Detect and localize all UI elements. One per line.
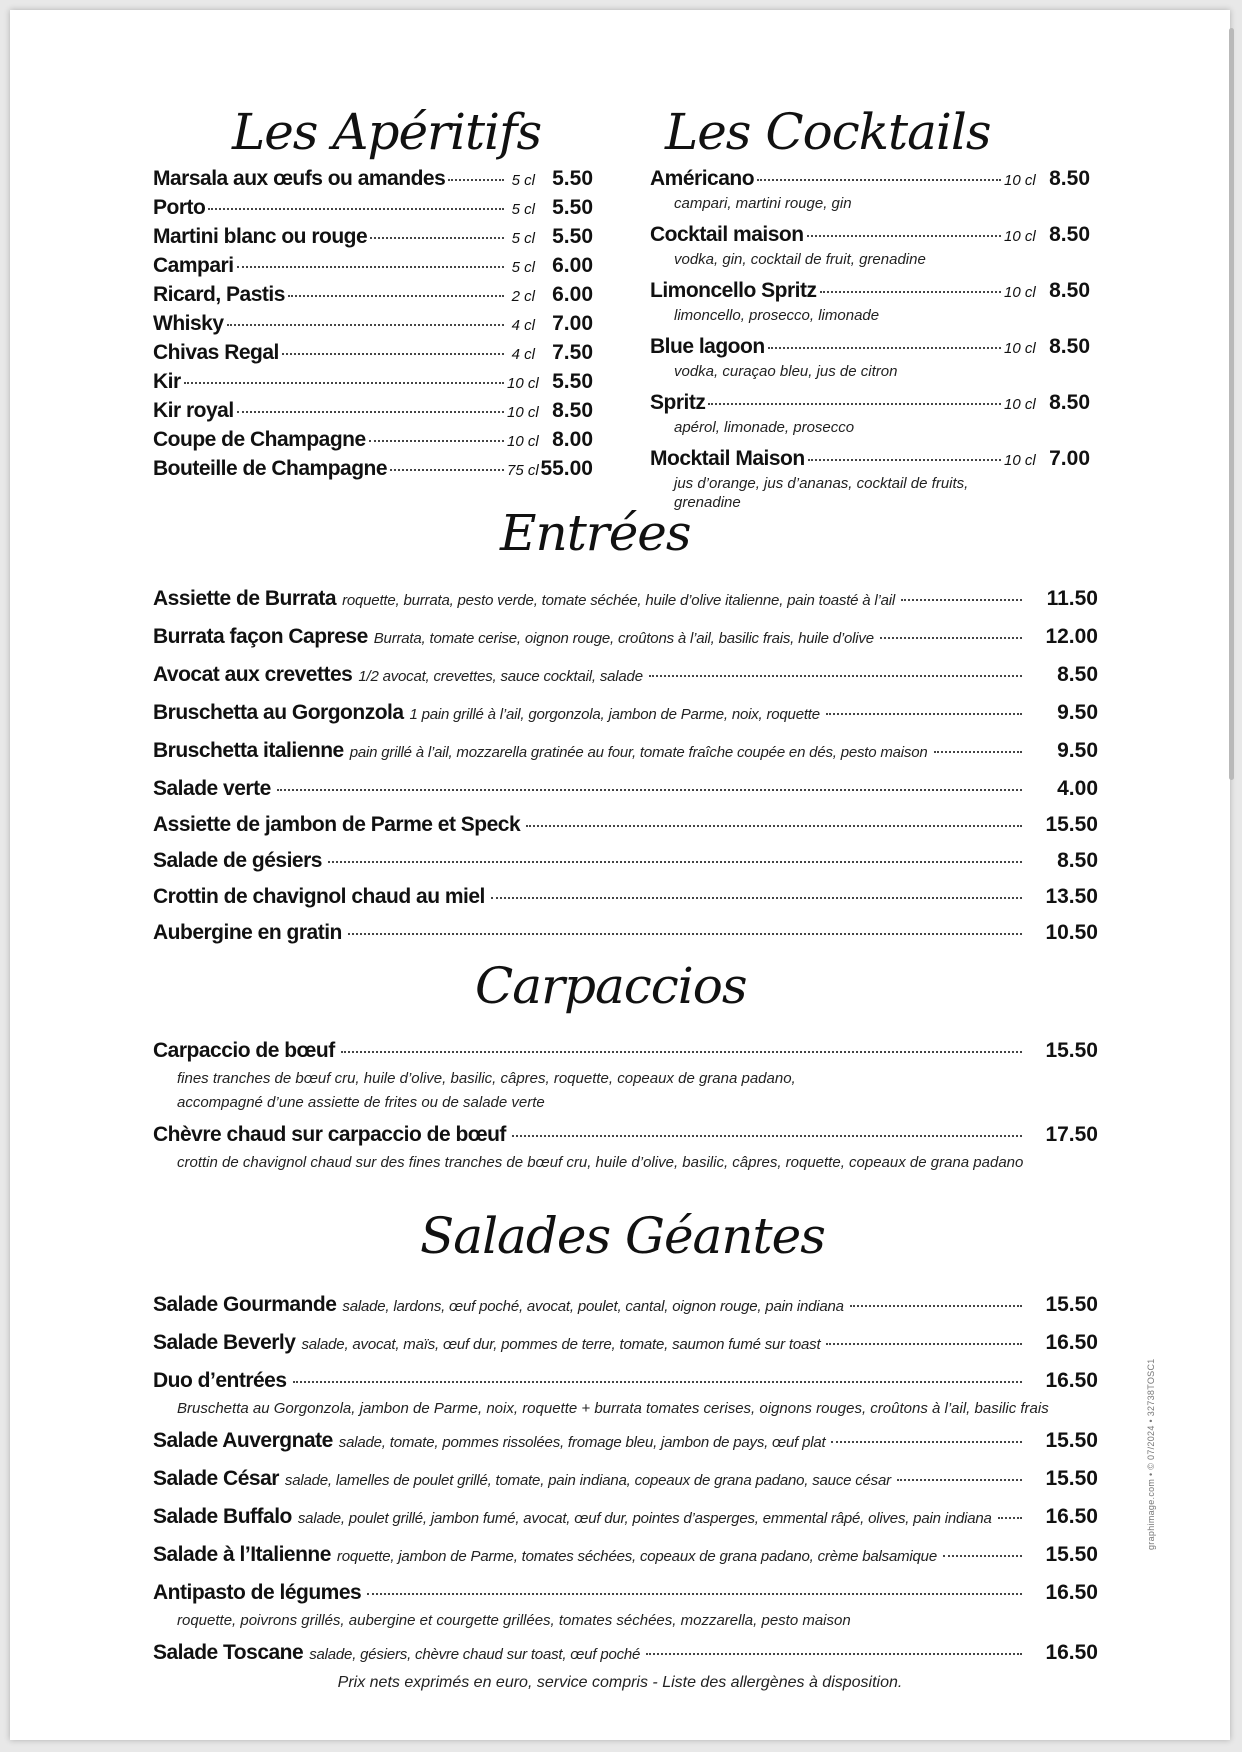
dot-leader	[328, 861, 1022, 863]
item-volume: 10 cl	[507, 404, 539, 421]
item-volume: 2 cl	[511, 288, 535, 305]
item-price: 5.50	[552, 370, 593, 393]
dot-leader	[880, 637, 1022, 639]
item-name: Salade Toscane	[153, 1641, 304, 1664]
item-detail-line: fines tranches de bœuf cru, huile d’olive, basilic, câpres, roquette, copeaux de grana padano,	[177, 1070, 796, 1087]
entrees-list	[153, 581, 1098, 951]
dot-leader	[901, 599, 1022, 601]
dot-leader	[341, 1051, 1022, 1053]
menu-item-row	[650, 445, 1090, 474]
item-description: pain grillé à l’ail, mozzarella gratinée au four, tomate fraîche coupée en dés, pesto maison	[349, 744, 928, 761]
item-name: Salade Buffalo	[153, 1505, 292, 1528]
item-detail-line: roquette, poivrons grillés, aubergine et courgette grillées, tomates séchées, mozzarella, pesto maison	[177, 1612, 851, 1629]
item-name: Porto	[153, 196, 206, 219]
cocktail-item	[650, 221, 1090, 269]
item-price: 8.50	[1049, 335, 1090, 358]
item-name: Chèvre chaud sur carpaccio de bœuf	[153, 1123, 506, 1146]
item-name: Mocktail Maison	[650, 447, 805, 470]
item-description: salade, lardons, œuf poché, avocat, poulet, cantal, oignon rouge, pain indiana	[342, 1298, 844, 1315]
menu-item-row	[153, 657, 1098, 695]
item-price: 5.50	[552, 167, 593, 190]
dot-leader	[237, 411, 504, 413]
item-volume: 10 cl	[1004, 228, 1036, 245]
menu-item-row	[153, 807, 1098, 843]
dot-leader	[277, 789, 1022, 791]
cocktail-item	[650, 445, 1090, 512]
item-volume: 10 cl	[507, 433, 539, 450]
menu-item-row	[153, 733, 1098, 771]
dot-leader	[348, 933, 1022, 935]
item-name: Carpaccio de bœuf	[153, 1039, 335, 1062]
item-volume: 75 cl	[507, 462, 539, 479]
dot-leader	[293, 1381, 1022, 1383]
item-price: 8.50	[1057, 849, 1098, 872]
item-price: 4.00	[1057, 777, 1098, 800]
item-price: 5.50	[552, 225, 593, 248]
item-price: 6.00	[552, 254, 593, 277]
item-price: 8.50	[1049, 391, 1090, 414]
item-volume: 5 cl	[511, 259, 535, 276]
item-name: Bouteille de Champagne	[153, 457, 388, 480]
item-volume: 10 cl	[1004, 396, 1036, 413]
item-price: 15.50	[1045, 1543, 1098, 1566]
item-price: 16.50	[1045, 1331, 1098, 1354]
item-price: 8.50	[1049, 167, 1090, 190]
menu-item-row	[153, 1287, 1098, 1325]
menu-item-row	[153, 1033, 1098, 1069]
item-name: Campari	[153, 254, 234, 277]
item-name: Kir	[153, 370, 181, 393]
dot-leader	[282, 353, 504, 355]
item-description: 1/2 avocat, crevettes, sauce cocktail, salade	[358, 668, 643, 685]
item-price: 9.50	[1057, 739, 1098, 762]
item-name: Assiette de Burrata	[153, 587, 337, 610]
dot-leader	[768, 347, 1001, 349]
item-detail-line: accompagné d’une assiette de frites ou de salade verte	[177, 1094, 545, 1111]
item-description: jus d’orange, jus d’ananas, cocktail de fruits, grenadine	[674, 475, 969, 511]
item-price: 7.50	[552, 341, 593, 364]
menu-item-row	[153, 223, 593, 252]
menu-item-row	[153, 581, 1098, 619]
menu-item-row	[153, 1423, 1098, 1461]
item-price: 11.50	[1046, 587, 1098, 610]
item-description: campari, martini rouge, gin	[674, 195, 852, 212]
menu-item-row	[153, 1575, 1098, 1611]
menu-item-row	[153, 843, 1098, 879]
item-price: 15.50	[1045, 1293, 1098, 1316]
item-price: 15.50	[1045, 1467, 1098, 1490]
dot-leader	[367, 1593, 1022, 1595]
item-name: Whisky	[153, 312, 224, 335]
dot-leader	[369, 440, 504, 442]
menu-page	[10, 10, 1230, 1740]
menu-item-row	[153, 455, 593, 484]
item-name: Aubergine en gratin	[153, 921, 342, 944]
item-price: 16.50	[1045, 1369, 1098, 1392]
item-price: 13.50	[1045, 885, 1098, 908]
menu-item-row	[650, 277, 1090, 306]
item-name: Salade à l’Italienne	[153, 1543, 331, 1566]
item-name: Salade Gourmande	[153, 1293, 337, 1316]
dot-leader	[820, 291, 1001, 293]
menu-item-row	[153, 339, 593, 368]
menu-item-row	[153, 426, 593, 455]
dot-leader	[184, 382, 504, 384]
cocktails-title: Les Cocktails	[665, 103, 991, 161]
menu-item-row	[153, 1325, 1098, 1363]
footer-note: Prix nets exprimés en euro, service compris - Liste des allergènes à disposition.	[337, 1674, 903, 1691]
item-price: 16.50	[1045, 1581, 1098, 1604]
item-price: 8.50	[1049, 279, 1090, 302]
cocktail-item	[650, 333, 1090, 381]
menu-item-row	[153, 368, 593, 397]
item-description: salade, lamelles de poulet grillé, tomate, pain indiana, copeaux de grana padano, sauce césar	[284, 1472, 891, 1489]
dot-leader	[448, 179, 504, 181]
menu-item-row	[153, 252, 593, 281]
menu-item-row	[153, 310, 593, 339]
item-name: Salade verte	[153, 777, 271, 800]
item-name: Assiette de jambon de Parme et Speck	[153, 813, 521, 836]
item-detail-line: Bruschetta au Gorgonzola, jambon de Parme, noix, roquette + burrata tomates cerises, oignons rouges, croûtons à l’ail, basilic frais	[177, 1400, 1049, 1417]
item-description: Burrata, tomate cerise, oignon rouge, croûtons à l’ail, basilic frais, huile d’olive	[373, 630, 874, 647]
item-name: Salade Beverly	[153, 1331, 296, 1354]
item-price: 6.00	[552, 283, 593, 306]
item-volume: 5 cl	[511, 230, 535, 247]
menu-item-row	[153, 281, 593, 310]
item-name: Ricard, Pastis	[153, 283, 285, 306]
item-name: Coupe de Champagne	[153, 428, 366, 451]
item-price: 5.50	[552, 196, 593, 219]
dot-leader	[826, 1343, 1022, 1345]
entrees-title: Entrées	[500, 504, 691, 562]
carpaccios-title: Carpaccios	[475, 957, 747, 1015]
item-name: Marsala aux œufs ou amandes	[153, 167, 446, 190]
item-price: 15.50	[1045, 1429, 1098, 1452]
item-volume: 4 cl	[511, 317, 535, 334]
item-name: Salade Auvergnate	[153, 1429, 333, 1452]
carpaccios-list	[153, 1033, 1098, 1177]
dot-leader	[227, 324, 504, 326]
item-name: Martini blanc ou rouge	[153, 225, 368, 248]
item-description: salade, avocat, maïs, œuf dur, pommes de terre, tomate, saumon fumé sur toast	[301, 1336, 821, 1353]
item-description: limoncello, prosecco, limonade	[674, 307, 880, 324]
item-price: 7.00	[1049, 447, 1090, 470]
dot-leader	[288, 295, 504, 297]
item-name: Bruschetta au Gorgonzola	[153, 701, 404, 724]
item-name: Duo d’entrées	[153, 1369, 287, 1392]
menu-item-row	[153, 771, 1098, 807]
dot-leader	[807, 235, 1001, 237]
item-description: vodka, gin, cocktail de fruit, grenadine	[674, 251, 926, 268]
item-name: Limoncello Spritz	[650, 279, 817, 302]
menu-item-row	[650, 221, 1090, 250]
dot-leader	[491, 897, 1022, 899]
cocktail-item	[650, 277, 1090, 325]
menu-item-row	[153, 619, 1098, 657]
item-name: Américano	[650, 167, 755, 190]
dot-leader	[934, 751, 1022, 753]
item-description: apérol, limonade, prosecco	[674, 419, 855, 436]
item-price: 10.50	[1045, 921, 1098, 944]
menu-item-row	[153, 1537, 1098, 1575]
item-description: vodka, curaçao bleu, jus de citron	[674, 363, 898, 380]
item-price: 17.50	[1045, 1123, 1098, 1146]
dot-leader	[390, 469, 504, 471]
item-volume: 10 cl	[1004, 452, 1036, 469]
dot-leader	[826, 713, 1022, 715]
print-credit: graphimage.com • © 07/2024 • 32738TOSC1	[1146, 1358, 1156, 1550]
item-name: Blue lagoon	[650, 335, 765, 358]
menu-item-row	[650, 165, 1090, 194]
menu-item-row	[153, 397, 593, 426]
cocktails-list	[650, 165, 1090, 520]
item-volume: 10 cl	[507, 375, 539, 392]
item-price: 9.50	[1057, 701, 1098, 724]
dot-leader	[649, 675, 1022, 677]
item-description: roquette, jambon de Parme, tomates séchées, copeaux de grana padano, crème balsamique	[336, 1548, 937, 1565]
item-name: Crottin de chavignol chaud au miel	[153, 885, 485, 908]
menu-item-row	[153, 1499, 1098, 1537]
dot-leader	[897, 1479, 1022, 1481]
item-price: 12.00	[1045, 625, 1098, 648]
vertical-scrollbar[interactable]	[1229, 28, 1234, 780]
item-name: Avocat aux crevettes	[153, 663, 353, 686]
salades-title: Salades Géantes	[420, 1207, 825, 1265]
menu-item-row	[153, 695, 1098, 733]
menu-item-row	[153, 915, 1098, 951]
menu-item-row	[153, 1363, 1098, 1399]
item-name: Cocktail maison	[650, 223, 804, 246]
dot-leader	[757, 179, 1001, 181]
cocktail-item	[650, 389, 1090, 437]
item-volume: 10 cl	[1004, 340, 1036, 357]
item-description: salade, tomate, pommes rissolées, fromage bleu, jambon de pays, œuf plat	[338, 1434, 826, 1451]
menu-item-row	[153, 1117, 1098, 1153]
aperitifs-title: Les Apéritifs	[232, 103, 542, 161]
item-description: salade, poulet grillé, jambon fumé, avocat, œuf dur, pointes d’asperges, emmental râpé, olives, pain indiana	[297, 1510, 992, 1527]
item-price: 8.50	[1049, 223, 1090, 246]
item-volume: 5 cl	[511, 172, 535, 189]
dot-leader	[850, 1305, 1022, 1307]
menu-item-row	[153, 1635, 1098, 1673]
item-price: 8.50	[1057, 663, 1098, 686]
item-name: Burrata façon Caprese	[153, 625, 368, 648]
menu-item-row	[650, 333, 1090, 362]
item-description: 1 pain grillé à l’ail, gorgonzola, jambon de Parme, noix, roquette	[409, 706, 820, 723]
dot-leader	[512, 1135, 1022, 1137]
item-description: salade, gésiers, chèvre chaud sur toast, œuf poché	[309, 1646, 641, 1663]
item-price: 8.50	[552, 399, 593, 422]
item-name: Salade César	[153, 1467, 279, 1490]
dot-leader	[943, 1555, 1022, 1557]
dot-leader	[646, 1653, 1022, 1655]
dot-leader	[208, 208, 504, 210]
item-price: 8.00	[552, 428, 593, 451]
dot-leader	[526, 825, 1022, 827]
item-price: 15.50	[1045, 1039, 1098, 1062]
item-price: 16.50	[1045, 1505, 1098, 1528]
salades-list	[153, 1287, 1098, 1673]
item-name: Salade de gésiers	[153, 849, 322, 872]
cocktail-item	[650, 165, 1090, 213]
dot-leader	[808, 459, 1001, 461]
item-price: 16.50	[1045, 1641, 1098, 1664]
item-name: Bruschetta italienne	[153, 739, 344, 762]
dot-leader	[998, 1517, 1022, 1519]
item-volume: 4 cl	[511, 346, 535, 363]
menu-item-row	[153, 1461, 1098, 1499]
dot-leader	[237, 266, 504, 268]
item-price: 15.50	[1045, 813, 1098, 836]
menu-item-row	[650, 389, 1090, 418]
item-detail-line: crottin de chavignol chaud sur des fines tranches de bœuf cru, huile d’olive, basilic, câpres, roquette, copeaux de grana padano	[177, 1154, 1024, 1171]
item-price: 55.00	[540, 457, 593, 480]
item-name: Spritz	[650, 391, 706, 414]
aperitifs-list	[153, 165, 593, 484]
item-name: Antipasto de légumes	[153, 1581, 362, 1604]
item-name: Chivas Regal	[153, 341, 279, 364]
dot-leader	[831, 1441, 1022, 1443]
menu-item-row	[153, 165, 593, 194]
dot-leader	[708, 403, 1001, 405]
item-volume: 10 cl	[1004, 172, 1036, 189]
item-description: roquette, burrata, pesto verde, tomate séchée, huile d’olive italienne, pain toasté à l’ail	[342, 592, 896, 609]
dot-leader	[370, 237, 504, 239]
item-name: Kir royal	[153, 399, 234, 422]
item-price: 7.00	[552, 312, 593, 335]
item-volume: 5 cl	[511, 201, 535, 218]
menu-item-row	[153, 879, 1098, 915]
menu-item-row	[153, 194, 593, 223]
item-volume: 10 cl	[1004, 284, 1036, 301]
